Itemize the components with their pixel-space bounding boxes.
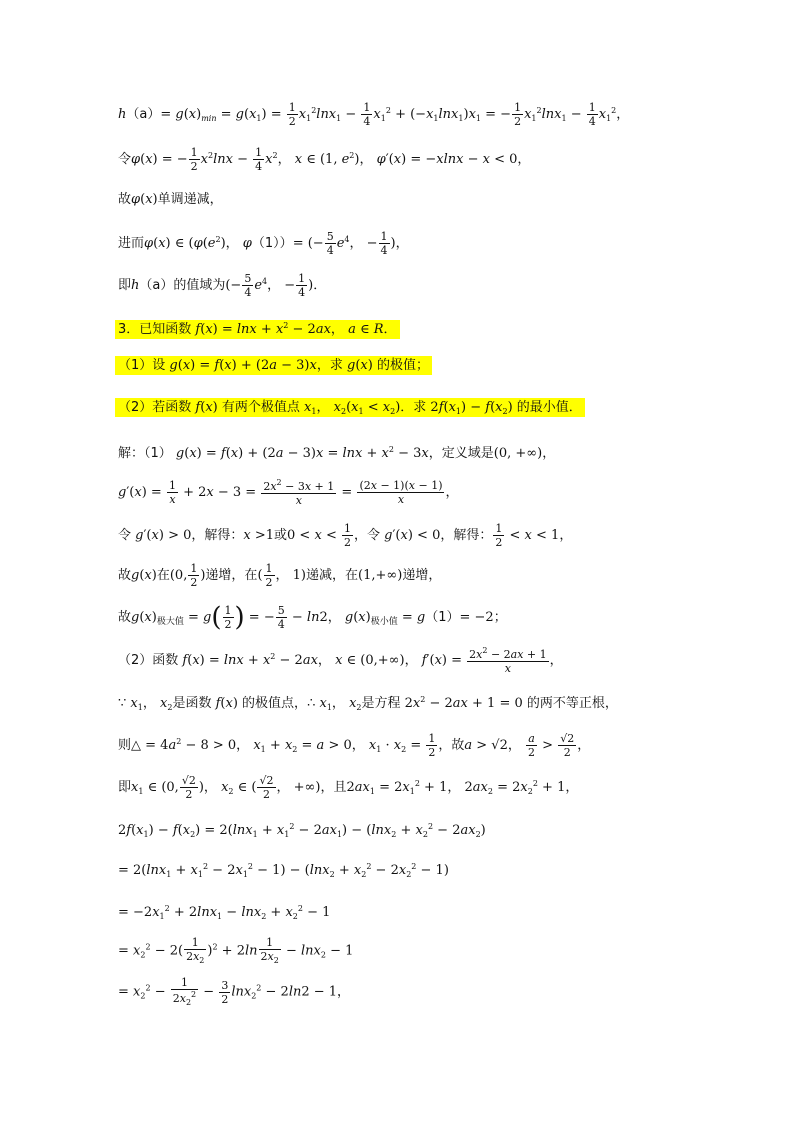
solution-monotonicity: 故g(x)在(0, $\frac{1}{2}$ )递增，在( $\frac{1}{2}$ ， 1)递减，在(1,+∞)递增， (118, 562, 442, 589)
line-phi-decreasing: 故φ(x)单调递减， (118, 192, 223, 207)
solution-part-1-g: 解：（1） $g(x) = f(x) + (2a - 3)x = \ln x + x^2 - 3x$，定义域是(0, +∞)， (118, 445, 556, 461)
solution-discriminant: 则△ = $4a^2 - 8 > 0$， $x_1 + x_2 = a > 0$， $x_1 \cdot x_2$ = $\frac{1}{2}$ ，故a > √2， $\frac{a}{2}$ > $\frac{√2}{2}$ ， (118, 732, 591, 759)
solution-expression-step-4: = $x_2^2 - 2$( $\frac{1}{2x_2}$ )$^2$ + 2ln $\frac{1}{2x_2}$ − lnx$_2$ − 1 (118, 936, 354, 965)
line-h-a-value: $h(a)= g(x)_{min} = g(x_1)$ = $\frac{1}{2}$ $x_1^2\ln x_1$ − $\frac{1}{4}$ $x_1^2 + (-x_1\ln x_1)x_1$ = − $\frac{1}{2}$ $x_1^2\ln x_1$ − $\frac{1}{4}$ $x_1^2$， (118, 101, 630, 128)
solution-g-derivative: g′(x) = $\frac{1}{x}$ + 2x − 3 = $\frac{2x^2 - 3x + 1}{x}$ = $\frac{(2x - 1)(x - 1)}{x}$ ， (118, 478, 459, 507)
solution-extrema: 故$g(x)_{极大值} = g$( $\frac{1}{2}$ ) = − $\frac{5}{4}$ − ln2， $g(x)_{极小值} = g(1)= -2$； (118, 602, 507, 633)
solution-intervals: 即$x_1$ ∈ (0, $\frac{√2}{2}$ )， $x_2$ ∈ ( $\frac{√2}{2}$ ， +∞)，且$2ax_1 = 2x_1^2 + 1$， $2ax_2 = 2x_2^2 + 1$， (118, 774, 579, 801)
solution-expression-step-1: $2f(x_1) - f(x_2) = 2(\ln x_1 + x_1^2 - 2ax_1) - (\ln x_2 + x_2^2 - 2ax_2)$ (118, 822, 486, 839)
solution-expression-step-3: = $-2x_1^2 + 2\ln x_1 - \ln x_2 + x_2^2 - 1$ (118, 904, 331, 921)
line-phi-range: 进而φ(x) ∈ ($\varphi(e^2)$， φ（1））= (− $\frac{5}{4}$ $e^4$， − $\frac{1}{4}$ )， (118, 230, 409, 257)
problem-3-statement: 3．已知函数 $f(x) = \ln x + x^2 - 2ax$， a ∈ R． (118, 316, 400, 340)
solution-part-2-f: （2）函数 $f(x) = \ln x + x^2 - 2ax$， x ∈ (0,+∞)， f′(x) = $\frac{2x^2 - 2ax + 1}{x}$ ， (118, 646, 563, 675)
solution-sign-analysis: 令 g′(x) > 0，解得：x >1或0 < x < $\frac{1}{2}$ ，令 g′(x) < 0，解得： $\frac{1}{2}$ < x < 1， (118, 522, 573, 549)
problem-3-part-1: （1）设 g(x) = f(x) + (2a − 3)x，求 g(x) 的极值； (118, 356, 432, 376)
line-h-range: 即h（a）的值域为(− $\frac{5}{4}$ $e^4$， − $\frac{1}{4}$ )． (118, 272, 327, 299)
solution-expression-step-2: = $2(\ln x_1 + x_1^2 - 2x_1^2 - 1) - (\ln x_2 + x_2^2 - 2x_2^2 - 1)$ (118, 862, 449, 879)
solution-expression-step-5: = $x_2^2$ − $\frac{1}{2x_2^2}$ − $\frac{3}{2}$ lnx$_2^2$ − 2ln2 − 1， (118, 976, 351, 1007)
problem-3-part-2: （2）若函数 f(x) 有两个极值点 $x_1$， $x_2(x_1 < x_2)$．求 $2f(x_1) - f(x_2)$ 的最小值． (118, 398, 585, 422)
line-phi-def: 令φ(x) = − $\frac{1}{2}$ $x^2\ln x$ − $\frac{1}{4}$ $x^2$， x ∈ (1, $e^2$)， φ′(x) = −xlnx − x < 0， (118, 146, 531, 173)
solution-roots: ∵ $x_1$， $x_2$是函数 f(x) 的极值点，∴ $x_1$， $x_2$是方程 $2x^2 - 2ax + 1 = 0$ 的两不等正根， (118, 695, 618, 712)
